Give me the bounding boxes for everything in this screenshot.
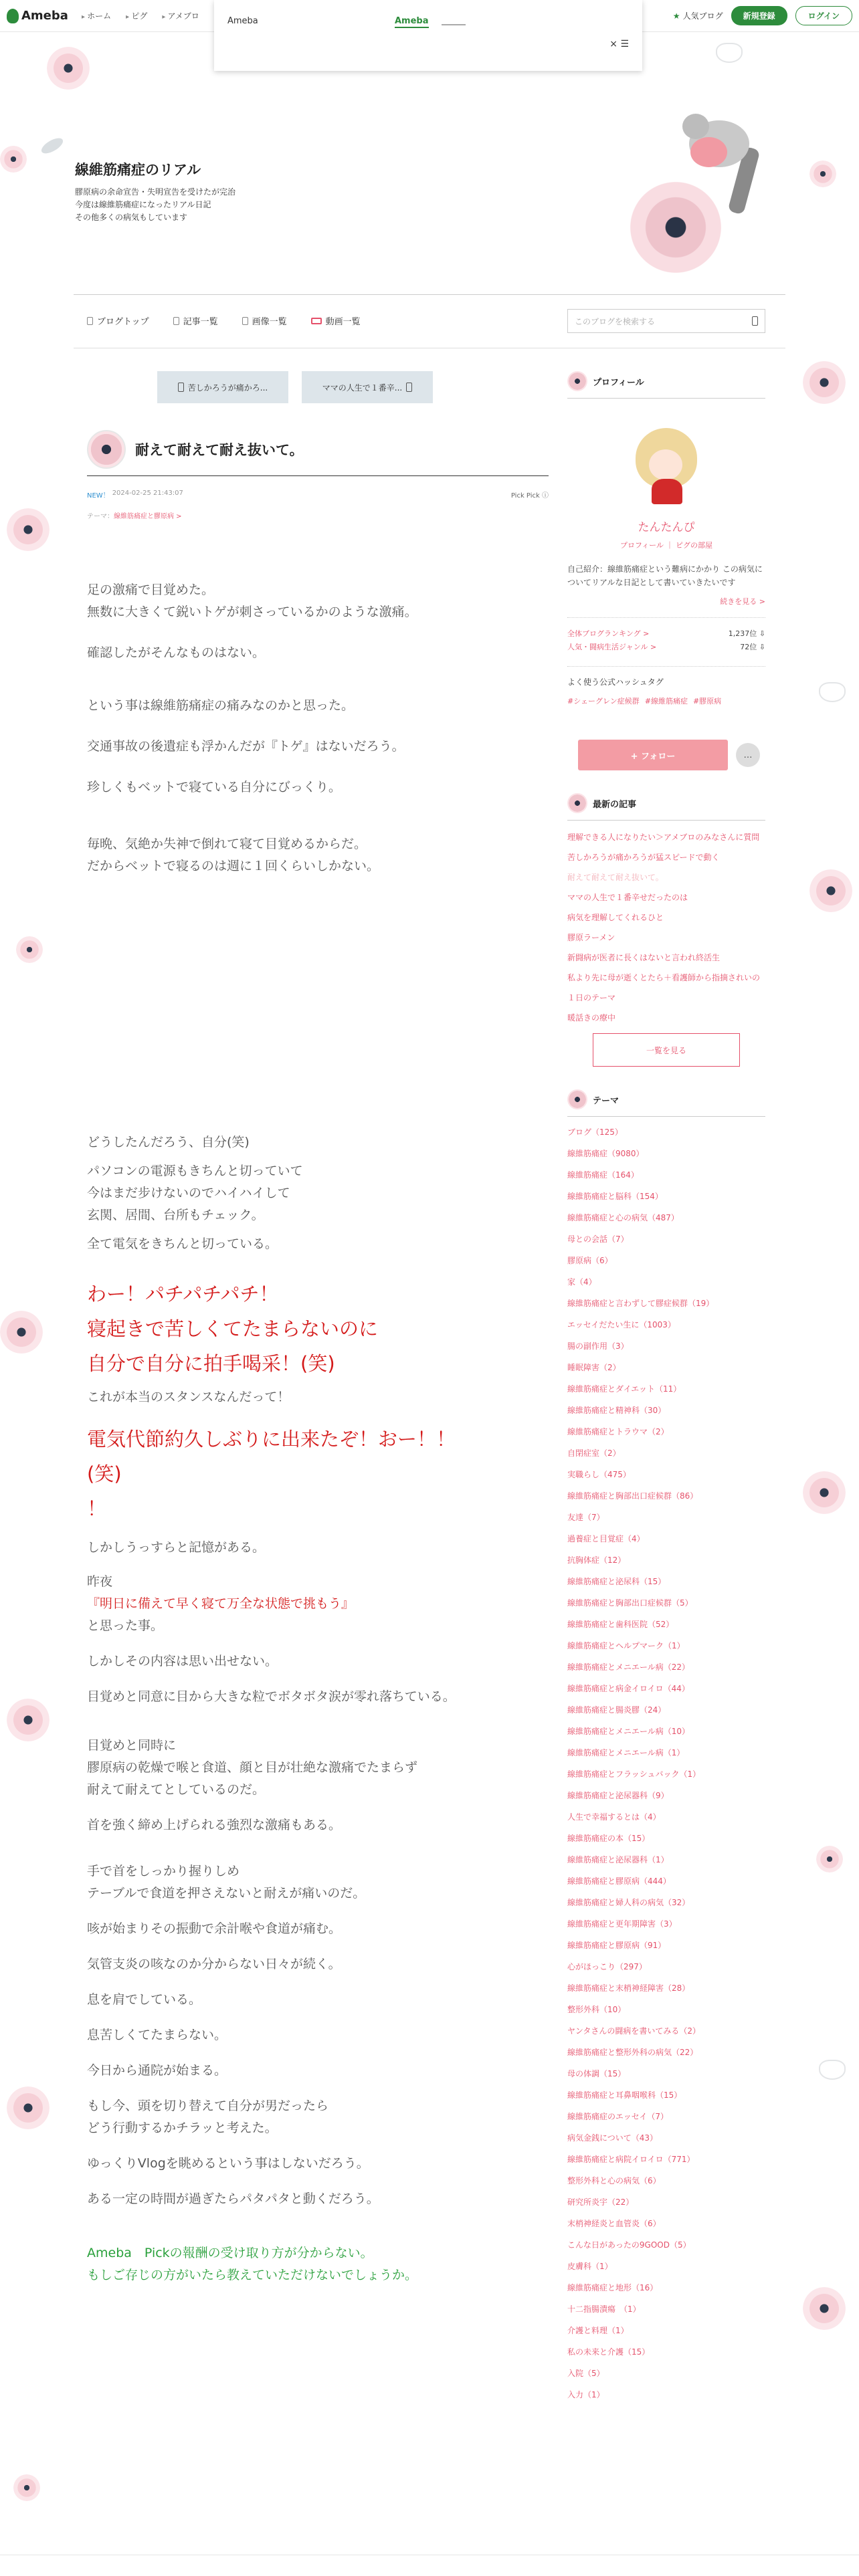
- nav-entry-list[interactable]: [173, 314, 218, 327]
- recent-article-link[interactable]: 病気を理解してくれるひと: [567, 913, 664, 922]
- theme-link[interactable]: 線維筋痛症と精神科（30）: [567, 1406, 666, 1415]
- prev-article-label: 苦しかろうが痛かろ...: [187, 383, 268, 393]
- recent-article-link[interactable]: ママの人生で１番辛せだったのは: [567, 893, 688, 902]
- theme-link[interactable]: 線維筋痛症と心の病気（487）: [567, 1213, 679, 1222]
- theme-link[interactable]: 整形外科（10）: [567, 2005, 626, 2014]
- nav-label: 画像一覧: [252, 317, 287, 327]
- profile-avatar[interactable]: [626, 425, 706, 506]
- theme-link[interactable]: 整形外科と心の病気（6）: [567, 2176, 661, 2185]
- theme-link[interactable]: 実職らし（475）: [567, 1470, 631, 1479]
- login-button[interactable]: ログイン: [795, 6, 852, 25]
- paragraph: 首を強く締め上げられる強烈な激痛もある。: [87, 1818, 342, 1832]
- theme-link[interactable]: 線維筋痛症（9080）: [567, 1149, 644, 1158]
- theme-link[interactable]: 人生で幸福するとは（4）: [567, 1812, 661, 1822]
- article-title[interactable]: 耐えて耐えて耐え抜いて。: [135, 442, 304, 458]
- nav-home[interactable]: ▸ ホーム: [82, 10, 111, 21]
- hashtag-title: よく使う公式ハッシュタグ: [567, 666, 765, 687]
- article-theme: [87, 510, 549, 520]
- paragraph: 今はまだ步けないのでハイハイして: [87, 1186, 290, 1200]
- quote-text: 『明日に備えて早く寝て万全な状態で挑もう』: [87, 1596, 355, 1611]
- theme-header-label: テーマ: [593, 1095, 619, 1106]
- theme-link[interactable]: 末梢神経炎と血管炎（6）: [567, 2219, 661, 2228]
- paragraph: 気管支炎の咳なのか分からない日々が続く。: [87, 1957, 341, 1971]
- theme-link[interactable]: 十二指腸潰瘍 （1）: [567, 2304, 641, 2314]
- theme-link[interactable]: 線維筋痛症の本（15）: [567, 1834, 650, 1843]
- hashtag-link[interactable]: #シェーグレン症候群: [567, 697, 640, 706]
- see-all-button[interactable]: 一覧を見る: [593, 1033, 740, 1067]
- flower-icon: [567, 793, 587, 813]
- recent-article-link[interactable]: 苦しかろうが痛かろうが猛スピードで動く: [567, 853, 720, 862]
- article-meta: [87, 490, 549, 500]
- theme-link[interactable]: 線維筋痛症と婦人科の病気（32）: [567, 1898, 690, 1907]
- theme-list: [567, 1126, 765, 2401]
- highlight-text: 自分で自分に拍手喝采！(笑): [87, 1352, 335, 1375]
- butterfly-decoration: [716, 43, 743, 63]
- recent-header-label: 最新の記事: [593, 799, 637, 810]
- hashtag-list: [567, 695, 765, 706]
- article-date: 2024-02-25 21:43:07: [112, 490, 183, 497]
- flower-decoration: [13, 2474, 40, 2501]
- blog-nav: [87, 314, 361, 327]
- theme-link[interactable]: 線維筋痛症と病金イロイロ（44）: [567, 1684, 690, 1693]
- article-pager: [157, 371, 549, 403]
- flower-decoration: [809, 869, 852, 912]
- recent-article-link[interactable]: 私より先に母が逝くとたら＋看護師から指摘されいの: [567, 973, 761, 982]
- image-icon: [242, 317, 248, 325]
- next-article-button[interactable]: [302, 371, 433, 403]
- butterfly-decoration: [819, 2060, 846, 2080]
- blog-avatar-icon: [87, 430, 126, 469]
- green-note: もしご存じの方がいたら教えていただけないでしょうか。: [87, 2268, 418, 2282]
- recent-list: [567, 830, 765, 1025]
- theme-link[interactable]: 皮膚科（1）: [567, 2262, 613, 2271]
- paragraph: 玄関、居間、台所もチェック。: [87, 1208, 264, 1222]
- theme-link[interactable]: 介護と料理（1）: [567, 2326, 629, 2335]
- flower-decoration: [803, 1471, 846, 1514]
- green-note: Ameba Pickの報酬の受け取り方が分からない。: [87, 2246, 373, 2260]
- ameba-logo-icon: [7, 9, 19, 23]
- overlay-popup: [214, 0, 642, 71]
- page-icon: [173, 317, 179, 325]
- genre-ranking-link[interactable]: 人気・闘病生活ジャンル >: [567, 643, 657, 651]
- nav-ameblo[interactable]: ▸ アメブロ: [162, 10, 199, 21]
- theme-header: [567, 1089, 765, 1117]
- theme-link[interactable]: 線維筋痛症とメニエール病（22）: [567, 1662, 690, 1672]
- follow-button[interactable]: + フォロー: [578, 740, 728, 770]
- highlight-text: ！: [87, 1497, 107, 1520]
- blog-desc-line: その他多くの病気もしています: [75, 213, 188, 222]
- ranking-box: [567, 617, 765, 654]
- hashtag-link[interactable]: #線維筋痛症: [644, 697, 688, 706]
- theme-link[interactable]: 線維筋痛症と整形外科の病気（22）: [567, 2048, 698, 2057]
- theme-link[interactable]: 線維筋痛症と末梢神経障害（28）: [567, 1983, 690, 1993]
- theme-link[interactable]: 入力（1）: [567, 2390, 605, 2399]
- theme-link[interactable]: 線維筋痛症のエッセイ（7）: [567, 2112, 669, 2121]
- flower-illustration: [629, 181, 723, 274]
- divider: [87, 475, 549, 476]
- theme-link[interactable]: 線維筋痛症とダイエット（11）: [567, 1384, 682, 1394]
- page-icon: [178, 383, 184, 392]
- blog-desc-line: 膠原病の余命宣告・失明宣告を受けたが完治: [75, 187, 236, 197]
- theme-link[interactable]: エッセイだたい生に（1003）: [567, 1320, 676, 1329]
- theme-link[interactable]: 膠原病（6）: [567, 1256, 613, 1265]
- highlight-text: 電気代節約久しぶりに出来たぞ！おー！！: [87, 1428, 456, 1451]
- nav-label: 記事一覧: [183, 317, 218, 327]
- nav-label: 動画一覧: [325, 317, 361, 327]
- theme-link[interactable]: 線維筋痛症と脳科（154）: [567, 1192, 663, 1201]
- theme-link[interactable]: 線維筋痛症とトラウマ（2）: [567, 1427, 669, 1436]
- theme-link[interactable]: 母との会話（7）: [567, 1235, 629, 1244]
- theme-link[interactable]: 線維筋痛症と地形（16）: [567, 2283, 658, 2292]
- profile-more-link[interactable]: 続きを見る >: [720, 597, 765, 606]
- flower-decoration: [809, 160, 836, 187]
- theme-link[interactable]: 線維筋痛症とフラッシュバック（1）: [567, 1769, 701, 1779]
- theme-link[interactable]: 線維筋痛症とメニエール病（10）: [567, 1727, 690, 1736]
- new-badge: NEW！: [87, 492, 110, 500]
- paragraph: 確認したがそんなものはない。: [87, 645, 266, 660]
- paragraph: しかしその内容は思い出せない。: [87, 1654, 278, 1669]
- flower-decoration: [0, 146, 27, 173]
- flower-icon: [567, 1089, 587, 1109]
- paragraph: 目覚めと同時に: [87, 1738, 177, 1753]
- paragraph: 毎晩、気絶か失神で倒れて寝て目覚めるからだ。: [87, 837, 367, 851]
- flower-decoration: [47, 47, 90, 90]
- blog-desc-line: 今度は線維筋痛症になったリアル日記: [75, 200, 211, 209]
- profile-name[interactable]: たんたんぴ: [638, 521, 695, 534]
- popup-tab-ameba[interactable]: Ameba: [395, 16, 429, 28]
- global-nav: [82, 10, 199, 21]
- paragraph: 無数に大きくて鋭いトゲが刺さっているかのような激痛。: [87, 605, 417, 619]
- theme-link[interactable]: 線維筋痛症とメニエール病（1）: [567, 1748, 685, 1757]
- page-icon: [87, 317, 93, 325]
- theme-link[interactable]: 線維筋痛症（164）: [567, 1170, 639, 1180]
- theme-link[interactable]: 線維筋痛症と病院イロイロ（771）: [567, 2155, 695, 2164]
- theme-link[interactable]: ヤンタさんの闘病を書いてみる（2）: [567, 2026, 701, 2036]
- popup-tab-underline: [442, 24, 466, 25]
- follow-row: [578, 740, 765, 770]
- hashtag-link[interactable]: #膠原病: [692, 697, 722, 706]
- overall-ranking-value: 1,237位 ⇩: [728, 629, 765, 638]
- theme-link[interactable]: 線維筋痛症と泌尿科（15）: [567, 1577, 666, 1586]
- divider: [74, 294, 785, 295]
- highlight-text: (笑): [87, 1463, 122, 1485]
- theme-link[interactable]: 腸の副作用（3）: [567, 1341, 629, 1351]
- sidebar: [567, 371, 765, 2410]
- nav-image-list[interactable]: [242, 314, 287, 327]
- logo-text: Ameba: [21, 9, 68, 23]
- prev-article-button[interactable]: [157, 371, 288, 403]
- nav-pigg[interactable]: ▸ ピグ: [126, 10, 147, 21]
- theme-link[interactable]: ブログ（125）: [567, 1128, 623, 1137]
- theme-link[interactable]: 線維筋痛症と泌尿器科（9）: [567, 1791, 669, 1800]
- page-icon: [406, 383, 412, 392]
- paragraph: 目覚めと同意に目から大きな粒でボタボタ涙が零れ落ちている。: [87, 1689, 456, 1704]
- recent-article-link[interactable]: 膠原ラーメン: [567, 933, 615, 942]
- paragraph: どう行動するかチラッと考えた。: [87, 2121, 278, 2135]
- theme-link[interactable]: 睡眠障害（2）: [567, 1363, 621, 1372]
- flower-decoration: [803, 2287, 846, 2330]
- theme-link[interactable]: 線維筋痛症と膠原病（91）: [567, 1941, 666, 1950]
- theme-link[interactable]: 入院（5）: [567, 2369, 605, 2378]
- paragraph: という事は線維筋痛症の痛みなのかと思った。: [87, 698, 355, 713]
- flower-icon: [567, 371, 587, 391]
- pick-badge[interactable]: Pick Pick ⓘ: [510, 492, 549, 500]
- flower-decoration: [7, 2086, 50, 2129]
- paragraph: これが本当のスタンスなんだって！: [87, 1390, 290, 1404]
- search-icon[interactable]: [752, 316, 758, 326]
- leaf-decoration: [39, 135, 65, 156]
- paragraph: パソコンの電源もきちんと切っていて: [87, 1164, 303, 1178]
- theme-link[interactable]: 病気金銭について（43）: [567, 2133, 658, 2143]
- star-icon: ★: [672, 11, 680, 21]
- paragraph: だからベットで寝るのは週に１回くらいしかない。: [87, 859, 380, 873]
- theme-link[interactable]: 線維筋痛症と更年期障害（3）: [567, 1919, 677, 1929]
- article-header: [87, 430, 549, 469]
- butterfly-decoration: [819, 682, 846, 702]
- theme-link[interactable]: 線維筋痛症とヘルプマーク（1）: [567, 1641, 685, 1650]
- nav-video-list[interactable]: [311, 314, 361, 327]
- paragraph: 全て電気をきちんと切っている。: [87, 1237, 278, 1251]
- next-article-label: ママの人生で１番辛...: [322, 383, 403, 393]
- article-column: [87, 371, 549, 2286]
- theme-link[interactable]: 線維筋痛症と胸部出口症候群（5）: [567, 1598, 693, 1608]
- paragraph: 珍しくもベットで寝ている自分にびっくり。: [87, 780, 342, 794]
- search-placeholder: このブログを検索する: [575, 316, 656, 326]
- paragraph: テーブルで食道を押さえないと耐えが痛いのだ。: [87, 1886, 366, 1901]
- recent-article-link[interactable]: 新闘病が医者に長くはないと言われ終活生: [567, 953, 721, 962]
- recent-article-link[interactable]: 理解できる人になりたい＞アメブロのみなさんに質問: [567, 833, 760, 842]
- theme-label: テーマ：: [87, 513, 114, 520]
- recent-article-link[interactable]: １日のテーマ: [567, 993, 616, 1002]
- flower-decoration: [0, 1311, 43, 1354]
- popup-close-button[interactable]: × ☰: [609, 39, 629, 49]
- paragraph: 息苦しくてたまらない。: [87, 2028, 227, 2042]
- recent-articles-section: [567, 793, 765, 1067]
- recent-article-link[interactable]: 暖話きの療中: [567, 1013, 616, 1023]
- paragraph: 膠原病の乾燥で喉と食道、顔と目が壮絶な激痛でたまらず: [87, 1760, 418, 1775]
- paragraph: 手で首をしっかり握りしめ: [87, 1864, 240, 1879]
- flower-decoration: [16, 936, 43, 963]
- paragraph: 昨夜: [87, 1574, 113, 1589]
- paragraph: ある一定の時間が過ぎたらパタパタと動くだろう。: [87, 2191, 379, 2206]
- ameba-logo[interactable]: [7, 9, 68, 23]
- theme-link[interactable]: 私の未来と介護（15）: [567, 2347, 650, 2357]
- blog-search-input[interactable]: [567, 309, 765, 333]
- theme-section: [567, 1089, 765, 2401]
- theme-link[interactable]: 研究所炎宇（22）: [567, 2197, 634, 2207]
- highlight-text: わー！パチパチパチ！: [87, 1283, 279, 1305]
- theme-link[interactable]: 過養症と目覚症（4）: [567, 1534, 645, 1543]
- theme-link[interactable]: 自閉症室（2）: [567, 1448, 621, 1458]
- flower-decoration: [803, 361, 846, 404]
- flower-decoration: [7, 508, 50, 551]
- theme-link[interactable]: 線維筋痛症と泌尿器科（1）: [567, 1855, 669, 1864]
- nav-blog-top[interactable]: [87, 314, 149, 327]
- article-body: [87, 579, 549, 2286]
- paragraph: もし今、頭を切り替えて自分が男だったら: [87, 2099, 329, 2113]
- nav-label: ブログトップ: [97, 317, 149, 327]
- blog-description: [75, 186, 235, 224]
- paragraph: と思った事。: [87, 1618, 164, 1633]
- more-options-button[interactable]: …: [736, 743, 760, 767]
- paragraph: どうしたんだろう、自分(笑): [87, 1135, 250, 1150]
- register-button[interactable]: 新規登録: [731, 6, 787, 25]
- paragraph: しかしうっすらと記憶がある。: [87, 1540, 266, 1555]
- flower-decoration: [7, 1699, 50, 1741]
- theme-link[interactable]: 友達（7）: [567, 1513, 605, 1522]
- recent-header: [567, 793, 765, 821]
- paragraph: 耐えて耐えてとしているのだ。: [87, 1782, 266, 1797]
- paragraph: 咳が始まりその振動で余計喉や食道が痛む。: [87, 1921, 342, 1936]
- theme-link[interactable]: 線維筋痛症と耳鼻咽喉科（15）: [567, 2090, 682, 2100]
- popup-title: Ameba: [227, 16, 258, 26]
- profile-header-label: プロフィール: [593, 377, 644, 388]
- flower-decoration: [816, 1846, 843, 1872]
- overall-ranking-link[interactable]: 全体ブログランキング >: [567, 629, 650, 638]
- paragraph: 今日から通院が始まる。: [87, 2063, 227, 2078]
- theme-link[interactable]: 線維筋痛症と胸部出口症候群（86）: [567, 1491, 698, 1501]
- theme-link[interactable]: 心がほっこり（297）: [567, 1962, 647, 1971]
- theme-link[interactable]: 線維筋痛症と言わずして膠症候群（19）: [567, 1299, 714, 1308]
- blog-title[interactable]: 線維筋痛症のリアル: [75, 162, 201, 178]
- theme-link[interactable]: 母の体調（15）: [567, 2069, 626, 2078]
- theme-link[interactable]: こんな日があったの9GOOD（5）: [567, 2240, 691, 2250]
- theme-link[interactable]: 線維筋痛症と歯科医院（52）: [567, 1620, 674, 1629]
- profile-header: [567, 371, 765, 399]
- paragraph: 息を肩でしている。: [87, 1992, 202, 2007]
- highlight-text: 寝起きで苦しくてたまらないのに: [87, 1317, 379, 1340]
- theme-link[interactable]: 抗胸体症（12）: [567, 1555, 626, 1565]
- paragraph: 交通事故の後遺症も浮かんだが『トゲ』はないだろう。: [87, 739, 405, 754]
- theme-link[interactable]: 線維筋痛症と膠原病（444）: [567, 1876, 671, 1886]
- recent-article-current: 耐えて耐えて耐え抜いて。: [567, 873, 664, 882]
- theme-link[interactable]: 線維筋痛症と膠原病 >: [114, 513, 182, 520]
- paragraph: 足の激痛で目覚めた。: [87, 582, 215, 597]
- popular-blog-link[interactable]: [673, 10, 723, 21]
- popular-blog-label: 人気ブログ: [682, 11, 723, 21]
- paragraph: ゆっくりVlogを眺めるという事はしないだろう。: [87, 2156, 369, 2171]
- theme-link[interactable]: 家（4）: [567, 1277, 597, 1287]
- genre-ranking-value: 72位 ⇩: [740, 643, 765, 651]
- theme-link[interactable]: 線維筋痛症と腸炎膠（24）: [567, 1705, 666, 1715]
- profile-links[interactable]: プロフィール ｜ ピグの部屋: [620, 541, 712, 550]
- profile-description: 自己紹介：線維筋痛症という難病にかかり この病気についてリアルな日記として書いていきたいです: [567, 564, 763, 587]
- video-icon: [311, 318, 322, 324]
